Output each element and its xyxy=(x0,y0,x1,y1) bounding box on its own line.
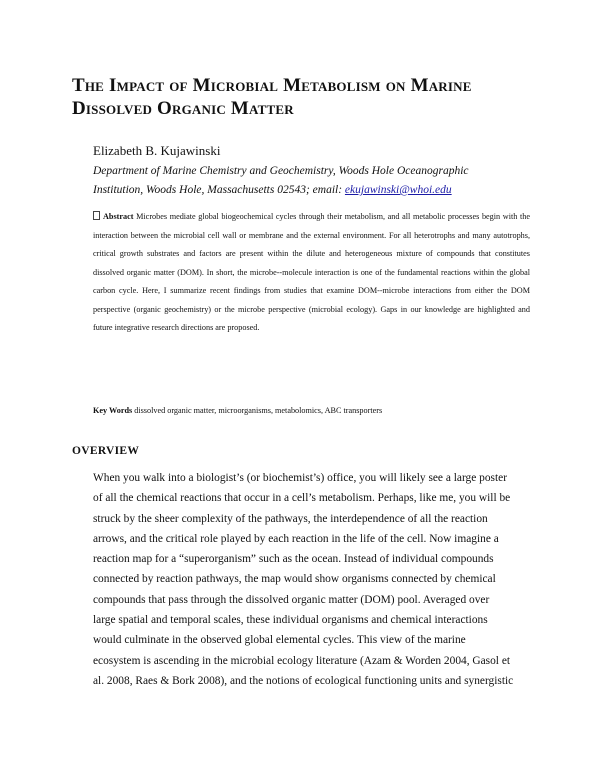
section-heading-overview: OVERVIEW xyxy=(72,445,140,457)
body-line: al. 2008, Raes & Bork 2008), and the notions of ecological functioning units and synergistic xyxy=(93,674,514,687)
abstract-text: Microbes mediate global biogeochemical cycles through their metabolism, and all metabolic processes begin with the interaction between the microbial cell wall or membrane and the external environment. For all heterotrophs and many autotrophs, critical growth substrates and factors are present within the dilute and heterogeneous mixture of compounds that constitutes dissolved organic matter (DOM). In short, the microbe--molecule interaction is one of the fundamental reactions within the global carbon cycle. Here, I summarize recent findings from studies that examine DOM--microbe interactions from either the DOM perspective (organic geochemistry) or the microbe perspective (microbial ecology). Gaps in our knowledge are highlighted and future integrative research directions are proposed. xyxy=(93,212,530,332)
author-affiliation xyxy=(93,162,533,200)
body-line: When you walk into a biologist’s (or biochemist’s) office, you will likely see a large poster xyxy=(93,472,507,484)
author-name: Elizabeth B. Kujawinski xyxy=(93,143,221,158)
abstract-label: Abstract xyxy=(103,212,134,221)
body-line: of all the chemical reactions that occur in a cell’s metabolism. Perhaps, like me, you will be xyxy=(93,492,511,505)
body-line: large spatial and temporal scales, these individual organisms and chemical interactions xyxy=(93,614,488,627)
title-line-2: Dissolved Organic Matter xyxy=(72,98,294,119)
body-line: compounds that pass through the dissolved organic matter (DOM) pool. Averaged over xyxy=(93,593,490,606)
keywords-block xyxy=(93,404,530,418)
abstract-block xyxy=(93,208,530,338)
overview-paragraph xyxy=(93,468,525,691)
body-line: connected by reaction pathways, the map would show organisms connected by chemical xyxy=(93,573,496,586)
keywords-label: Key Words xyxy=(93,406,133,415)
body-line: arrows, and the critical role played by each reaction in the life of the cell. Now imagine a xyxy=(93,532,499,545)
title-line-1: The Impact of Microbial Metabolism on Marine xyxy=(72,75,472,96)
affiliation-line-2: Institution, Woods Hole, Massachusetts 02543; email: xyxy=(93,184,345,196)
body-line: would culminate in the observed global elemental cycles. This view of the marine xyxy=(93,634,466,647)
body-line: ecosystem is ascending in the microbial ecology literature (Azam & Worden 2004, Gasol et xyxy=(93,654,511,667)
margin-note-icon xyxy=(93,211,100,220)
body-line: struck by the sheer complexity of the pathways, the interdependence of all the reaction xyxy=(93,512,488,525)
keywords-text: dissolved organic matter, microorganisms, metabolomics, ABC transporters xyxy=(134,406,383,415)
paper-title xyxy=(72,74,542,120)
email-link[interactable]: ekujawinski@whoi.edu xyxy=(344,184,452,196)
body-line: reaction map for a “superorganism” such as the ocean. Instead of individual compounds xyxy=(93,553,494,566)
affiliation-line-1: Department of Marine Chemistry and Geochemistry, Woods Hole Oceanographic xyxy=(93,165,469,177)
